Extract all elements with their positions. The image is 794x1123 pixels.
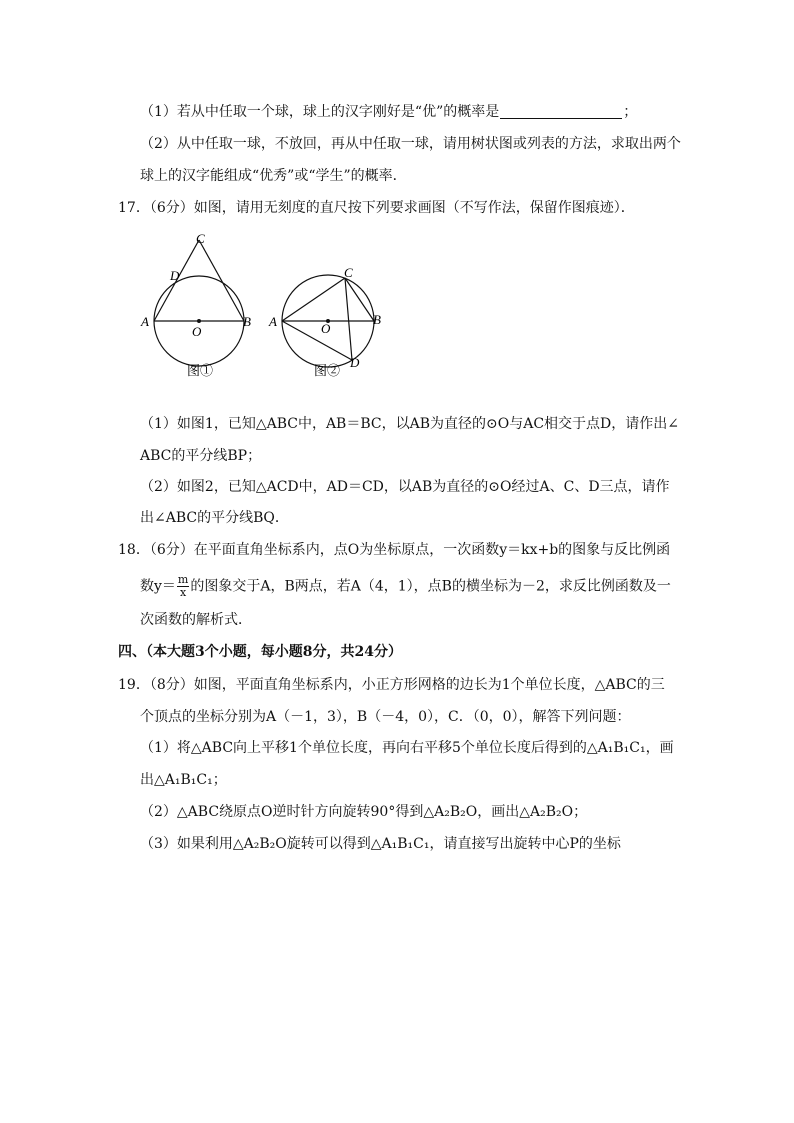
q16-part1-end: ； bbox=[623, 104, 638, 120]
q18-line2-prefix: 数y＝ bbox=[140, 578, 176, 595]
fraction-denominator: x bbox=[180, 586, 187, 599]
q19-part1-line1: （1）将△ABC向上平移1个单位长度，再向右平移5个单位长度后得到的△A₁B₁C₁，画 bbox=[140, 740, 674, 756]
fig1-label-o: O bbox=[192, 324, 202, 339]
q16-part1-text: （1）若从中任取一个球，球上的汉字刚好是“优”的概率是 bbox=[140, 104, 500, 120]
q19-line2: 个顶点的坐标分别为A（－1，3），B（－4，0），C．（0，0），解答下列问题： bbox=[140, 709, 631, 725]
answer-blank[interactable] bbox=[500, 104, 622, 119]
q17-part1-line1: （1）如图1，已知△ABC中，AB＝BC，以AB为直径的⊙O与AC相交于点D，请作出∠ bbox=[140, 416, 679, 432]
q18-line2-suffix: 的图象交于A，B两点，若A（4，1），点B的横坐标为－2，求反比例函数及一 bbox=[190, 578, 671, 595]
q16-part1 bbox=[140, 102, 637, 122]
fig1-side-bc bbox=[199, 240, 244, 321]
fig2-label-d: D bbox=[350, 355, 360, 370]
fig2-side-ac bbox=[282, 278, 345, 321]
fig1-label-b: B bbox=[243, 314, 251, 329]
q16-part2-line2: 球上的汉字能组成“优秀”或“学生”的概率． bbox=[140, 168, 407, 184]
fig1-label-a: A bbox=[141, 314, 149, 329]
fig2-label-o: O bbox=[321, 321, 331, 336]
fig2-side-ad bbox=[282, 321, 352, 360]
fig2-label-c: C bbox=[344, 265, 353, 280]
q18-line1: 18．（6分）在平面直角坐标系内，点O为坐标原点，一次函数y＝kx+b的图象与反比例函 bbox=[118, 542, 671, 558]
fig1-label-c: C bbox=[196, 231, 205, 246]
q17-part1-line2: ABC的平分线BP； bbox=[140, 448, 262, 464]
fig2-side-cd bbox=[345, 278, 352, 360]
q19-part1-line2: 出△A₁B₁C₁； bbox=[140, 772, 227, 788]
fraction-m-over-x bbox=[177, 574, 189, 599]
q17-part2-line2: 出∠ABC的平分线BQ． bbox=[140, 510, 289, 526]
q16-part2-line1: （2）从中任取一球，不放回，再从中任取一球，请用树状图或列表的方法，求取出两个 bbox=[140, 136, 681, 152]
fig1-label-d: D bbox=[170, 268, 180, 283]
q17-part2-line1: （2）如图2，已知△ACD中，AD＝CD，以AB为直径的⊙O经过A、C、D三点，请作 bbox=[140, 479, 670, 495]
section-4-heading: 四、（本大题3个小题，每小题8分，共24分） bbox=[118, 644, 402, 660]
fig2-chord-cb bbox=[345, 278, 374, 321]
fig2-label-b: B bbox=[373, 312, 381, 327]
fig2-caption: 图② bbox=[314, 363, 341, 378]
q19-part2: （2）△ABC绕原点O逆时针方向旋转90°得到△A₂B₂O，画出△A₂B₂O； bbox=[140, 804, 588, 820]
fig1-caption: 图① bbox=[187, 363, 214, 378]
q19-part3: （3）如果利用△A₂B₂O旋转可以得到△A₁B₁C₁，请直接写出旋转中心P的坐标 bbox=[140, 836, 621, 852]
fig2-label-a: A bbox=[269, 314, 277, 329]
figure-1 bbox=[132, 228, 262, 378]
fraction-numerator: m bbox=[177, 573, 189, 586]
q18-line3: 次函数的解析式． bbox=[140, 612, 252, 628]
figure-2 bbox=[266, 260, 396, 378]
q18-line2 bbox=[140, 574, 671, 599]
q17-title: 17．（6分）如图，请用无刻度的直尺按下列要求画图（不写作法，保留作图痕迹）． bbox=[118, 200, 635, 216]
q19-line1: 19．（8分）如图，平面直角坐标系内，小正方形网格的边长为1个单位长度，△ABC的三 bbox=[118, 677, 665, 693]
fig1-center-dot bbox=[197, 319, 201, 323]
